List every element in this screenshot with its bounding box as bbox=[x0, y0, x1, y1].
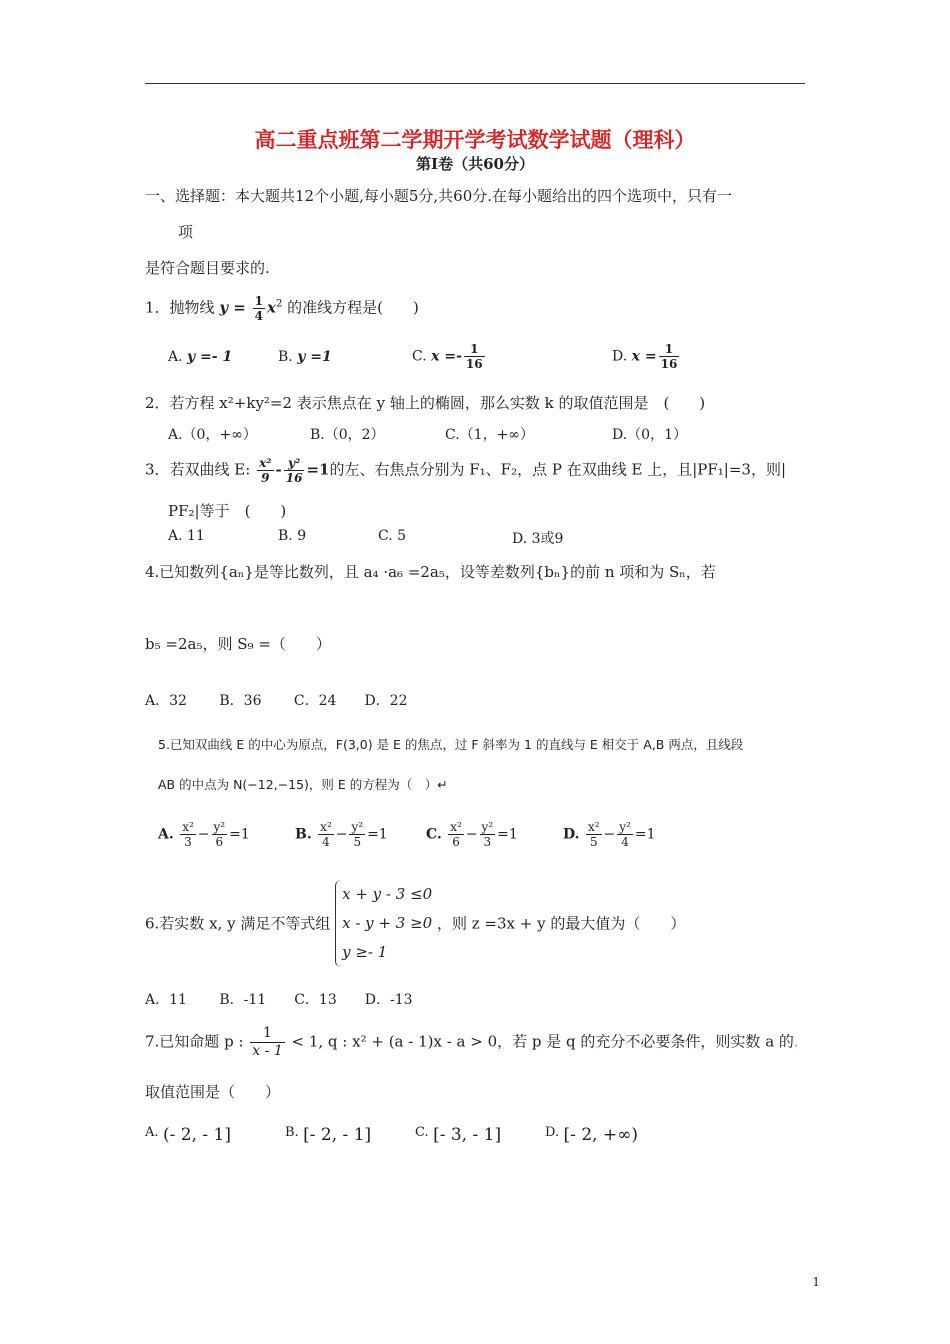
q6-options: A．11 B．-11 C．13 D．-13 bbox=[145, 992, 413, 1008]
question-4: 4.已知数列{aₙ}是等比数列，且 a₄ ·a₆ =2a₅，设等差数列{bₙ}的前 n 项和为 Sₙ，若 bbox=[145, 563, 716, 581]
q1-option-c: C. x =- $\frac{1}{16}$ bbox=[412, 342, 483, 371]
instructions-line-3: 是符合题目要求的. bbox=[145, 259, 270, 277]
q1-suffix: 的准线方程是( ) bbox=[287, 298, 419, 317]
q2-option-a: A.（0，+∞） bbox=[168, 427, 257, 443]
q1-formula-rhs: x bbox=[266, 298, 276, 317]
q2-option-d: D.（0，1） bbox=[612, 427, 687, 443]
question-6: 6.若实数 x, y 满足不等式组 x + y - 3 ≤0 x - y + 3 ≥0 y ≥- 1 ，则 z =3x + y 的最大值为（ ） bbox=[145, 880, 685, 967]
page-title: 高二重点班第二学期开学考试数学试题（理科） bbox=[254, 127, 696, 152]
q3-option-a: A. 11 bbox=[168, 528, 205, 544]
q7-option-d: D. [- 2, +∞) bbox=[545, 1125, 638, 1145]
q1-fraction: $\frac{1}{4}$ bbox=[254, 294, 263, 323]
header-rule bbox=[145, 83, 805, 84]
q1-option-d: D. x = $\frac{1}{16}$ bbox=[612, 342, 678, 371]
question-1: 1．抛物线 y = $\frac{1}{4}$ $x^2$ 的准线方程是( ) bbox=[145, 294, 419, 323]
q7-option-a: A. (- 2, - 1] bbox=[145, 1125, 231, 1145]
question-2: 2．若方程 x²+ky²=2 表示焦点在 y 轴上的椭圆，那么实数 k 的取值范围是 ( ) bbox=[145, 394, 706, 412]
q5-option-d: D. $\frac{\text{x²}}{5}$ − $\frac{\text{y²}}{4}$ =1 bbox=[563, 820, 656, 849]
section-subtitle: 第Ⅰ卷（共60分） bbox=[416, 155, 534, 173]
q1-option-a: A. y =- 1 bbox=[168, 349, 233, 365]
q1-option-b: B. y =1 bbox=[278, 349, 332, 365]
question-5-line-2: AB 的中点为 N(−12,−15)，则 E 的方程为（ ）↵ bbox=[158, 777, 448, 792]
q3-option-b: B. 9 bbox=[278, 528, 307, 544]
question-3-line-2: PF₂|等于 ( ) bbox=[168, 502, 287, 520]
q5-option-c: C. $\frac{\text{x²}}{6}$ − $\frac{\text{y²}}{3}$ =1 bbox=[426, 820, 518, 849]
q3-option-c: C. 5 bbox=[378, 528, 407, 544]
q7-option-b: B. [- 2, - 1] bbox=[285, 1125, 372, 1145]
instructions-line-2: 项 bbox=[178, 223, 194, 241]
q5-option-b: B. $\frac{\text{x²}}{4}$ − $\frac{\text{y²}}{5}$ =1 bbox=[295, 820, 388, 849]
page-number: 1 bbox=[812, 1275, 820, 1289]
q1-formula-lhs: y = bbox=[219, 298, 246, 317]
question-4-line-2: b₅ =2a₅，则 S₉ =（ ） bbox=[145, 635, 331, 653]
question-5: 5.已知双曲线 E 的中心为原点，F(3,0) 是 E 的焦点，过 F 斜率为 1 的直线与 E 相交于 A,B 两点，且线段 bbox=[158, 737, 744, 752]
question-7-line-2: 取值范围是（ ） bbox=[145, 1083, 281, 1101]
q1-prefix: 1．抛物线 bbox=[145, 298, 215, 317]
q2-option-b: B.（0，2） bbox=[310, 427, 385, 443]
q6-inequality-system: x + y - 3 ≤0 x - y + 3 ≥0 y ≥- 1 bbox=[335, 880, 432, 967]
q2-option-c: C.（1，+∞） bbox=[445, 427, 534, 443]
question-7: 7.已知命题 p : $\frac{1}{x - 1}$ < 1, q : x² + (a - 1)x - a > 0，若 p 是 q 的充分不必要条件，则实数 a 的. bbox=[145, 1025, 799, 1059]
q4-options: A．32 B．36 C．24 D．22 bbox=[145, 693, 408, 709]
question-3: 3．若双曲线 E: $\frac{\text{x²}}{9}$ - $\frac{\text{y²}}{16}$ =1的左、右焦点分别为 F₁、F₂，点 P 在双曲线 E 上，且|PF₁|=3，则| bbox=[145, 456, 786, 485]
q7-option-c: C. [- 3, - 1] bbox=[415, 1125, 502, 1145]
q5-option-a: A. $\frac{\text{x²}}{3}$ − $\frac{\text{y²}}{6}$ =1 bbox=[158, 820, 250, 849]
instructions-line-1: 一、选择题：本大题共12个小题,每小题5分,共60分.在每小题给出的四个选项中，只有一 bbox=[145, 187, 733, 205]
q3-option-d: D. 3或9 bbox=[512, 531, 564, 547]
